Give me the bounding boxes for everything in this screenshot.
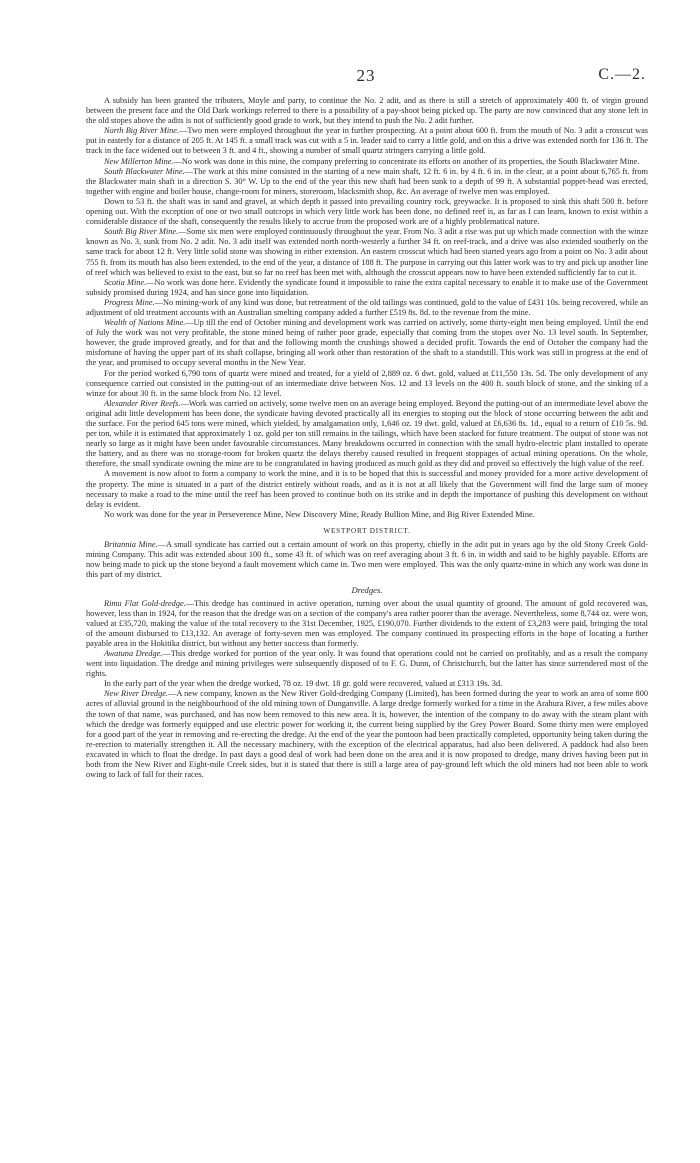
page-reference: C.—2. xyxy=(598,66,646,83)
page-header xyxy=(86,66,646,88)
mine-title: North Big River Mine. xyxy=(104,126,180,136)
paragraph: For the period worked 6,790 tons of quartz were mined and treated, for a yield of 2,889 oz. 6 dwt. gold, valued at £11,550 13s. 5d. The only development of any consequence carried out consisted in the putting-out of an intermediate drive between Nos. 12 and 13 levels on the 400 ft. south block of stone, and the sinking of a winze for about 30 ft. in the same block from No. 12 level. xyxy=(86,368,648,398)
paragraph-britannia-mine: Britannia Mine.—A small syndicate has carried out a certain amount of work on this property, chiefly in the adit put in years ago by the old Stony Creek Gold-mining Company. This adit was extended about 100 ft., some 43 ft. of which was on reef averaging about 3 ft. 6 in. in width and said to be highly payable. Efforts are now being made to pick up the stone beyond a fault movement which came in. Two men were employed. This was the only quartz-mine in which any work was done in this part of my district. xyxy=(86,540,648,580)
mine-title: Scotia Mine. xyxy=(104,277,147,287)
paragraph-awatuna-dredge: Awatuna Dredge.—This dredge worked for portion of the year only. It was found that operations could not be carried on profitably, and as a result the company went into liquidation. The dredge and mining privileges were subsequently disposed of to F. G. Dunn, of Christchurch, but the latter has since surrendered most of the rights. xyxy=(86,648,649,679)
section-heading-westport-district: WESTPORT DISTRICT. xyxy=(323,526,411,535)
paragraph-south-blackwater-mine: South Blackwater Mine.—The work at this mine consisted in the starting of a new main shaft, 12 ft. 6 in. by 4 ft. 6 in. in the clear, at a point about 6,765 ft. from the Blackwater main shaft in a direction S. 30° W. Up to the end of the year this new shaft had been sunk to a depth of 99 ft. A substantial poppet-head was erected, together with engine and boiler house, change-room for miners, storeroom, blacksmith shop, &c. An average of twelve men was employed. xyxy=(86,166,648,196)
mine-title: Alexander River Reefs. xyxy=(104,398,181,408)
report-body xyxy=(86,96,648,780)
paragraph-alexander-river-reefs: Alexander River Reefs.—Work was carried on actively, some twelve men on an average being employed. Beyond the putting-out of an intermediate level above the original adit little development has been done, the syndicate having devoted practically all its energies to stoping out the block of stone occurring between the adit and the surface. For the period 645 tons were mined, which yielded, by amalgamation only, 1,646 oz. 19 dwt. gold, valued at £6,636 8s. 1d., equal to a return of £10 5s. 9d. per ton, while it is estimated that approximately 1 oz. gold per ton still remains in the tailings, which have been stacked for future treatment. The output of stone was not nearly so large as it might have been under favourable circumstances. Many breakdowns occurred in connection with the small hydro-electric plant installed to operate the battery, and as there was no storage-room for broken quartz the delays thereby caused resulted in frequent stoppages of actual mining operations. On the whole, therefore, the small syndicate owning the mine are to be congratulated in having produced as much gold as they did and proved so effectively the high value of the reef. xyxy=(86,398,648,469)
mine-title: Progress Mine. xyxy=(104,297,155,307)
paragraph-wealth-of-nations-mine: Wealth of Nations Mine.—Up till the end of October mining and development work was carried on actively, some thirty-eight men being employed. Until the end of July the work was not very profitable, the stone mined being of rather poor grade, especially that coming from the stopes over No. 13 level south. In September, however, the grade improved greatly, and for that and the following month the crushings showed a decided profit. Towards the end of October the company had the misfortune of having the upper part of its shaft collapse, bringing all work other than restoration of the shaft to a standstill. This work was still in progress at the end of the year, and promised to occupy several months in the New Year. xyxy=(86,318,648,368)
mine-title: South Blackwater Mine. xyxy=(104,166,185,176)
paragraph-new-river-dredge: New River Dredge.—A new company, known as the New River Gold-dredging Company (Limited), has been formed during the year to work an area of some 800 acres of alluvial ground in the neighbourhood of the old mining town of Dunganville. A large dredge formerly worked for a time in the Arahura River, a few miles above the town of that name, was purchased, and has now been removed to this new area. It is, however, the intention of the company to do away with the steam plant with which the dredge was formerly equipped and use electric power for working it, the current being supplied by the Grey Power Board. Some thirty men were employed for a good part of the year in removing and re-erecting the dredge. At the end of the year the pontoon had been practically completed, opportunity being taken during the re-erection to materially strengthen it. All the necessary machinery, with the exception of the electrical apparatus, had also been delivered. A paddock had also been excavated in which to float the dredge. In past days a good deal of work had been done on the area and it is now proposed to dredge, many drives having been put in both from the New River and Eight-mile Creek sides, but it is stated that there is still a large area of pay-ground left which the old miners had not been able to work owing to lack of fall for their races. xyxy=(86,689,649,780)
paragraph: In the early part of the year when the dredge worked, 78 oz. 19 dwt. 18 gr. gold were recovered, valued at £313 19s. 3d. xyxy=(104,679,503,689)
dredge-title: New River Dredge. xyxy=(104,689,169,699)
paragraph-rimu-flat-gold-dredge: Rimu Flat Gold-dredge.—This dredge has continued in active operation, turning over about the usual quantity of ground. The amount of gold recovered was, however, less than in 1924, for the reason that the dredge was on a section of the company's area rather poorer than the average. Nevertheless, some 8,744 oz. were won, valued at £35,720, making the value of the total recovery to the 31st December, 1925, £190,070. Further dividends to the extent of £3,283 were paid, bringing the total of the amount disbursed to £13,132. An average of forty-seven men was employed. The company continued its prospecting efforts in the hope of locating a further payable area in the Hokitika district, but without any better success than formerly. xyxy=(86,598,648,648)
page-number: 23 xyxy=(356,66,376,85)
paragraph-north-big-river-mine: North Big River Mine.—Two men were employed throughout the year in further prospecting. At a point about 600 ft. from the mouth of No. 3 adit a crosscut was put in easterly for a distance of 205 ft. At 145 ft. a small track was cut with a 5 in. leader said to carry a little gold, and on this a drive was extended north for 136 ft. The track in the face widened out to between 3 ft. and 4 ft., showing a number of small quartz stringers carrying a little gold. xyxy=(86,126,648,156)
mine-title: Wealth of Nations Mine. xyxy=(104,318,186,328)
dredge-title: Rimu Flat Gold-dredge. xyxy=(104,598,186,608)
mine-title: New Millerton Mine. xyxy=(104,156,174,166)
paragraph-progress-mine: Progress Mine.—No mining-work of any kind was done, but retreatment of the old tailings was continued, gold to the value of £431 10s. being recovered, while an adjustment of old treatment accounts with an Australian smelting company added a further £519 8s. 8d. to the revenue from the mine. xyxy=(86,297,648,317)
mine-title: Britannia Mine. xyxy=(104,540,158,550)
paragraph: Down to 53 ft. the shaft was in sand and gravel, at which depth it passed into prevailing country rock, greywacke. It is proposed to sink this shaft 500 ft. before opening out. With the exception of one or two small outcrops in which very little work has been done, no defined reef is, as far as I can learn, known to exist within a considerable distance of the shaft, consequently the results likely to accrue from the proposed work are of a highly problematical nature. xyxy=(86,196,648,227)
paragraph: No work was done for the year in Perseverence Mine, New Discovery Mine, Ready Bullion Mine, and Big River Extended Mine. xyxy=(104,509,535,519)
paragraph-south-big-river-mine: South Big River Mine.—Some six men were employed continuously throughout the year. From No. 3 adit a rise was put up which made connection with the winze known as No. 3, sunk from No. 2 adit. No. 3 adit itself was extended north north-westerly a further 34 ft. on reef-track, and a drive was also extended southerly on the same track for about 12 ft. Very little solid stone was showing in either extension. An eastern crosscut which had been started years ago from a point on No. 3 adit about 755 ft. from its mouth has also been extended, to the end of the year, a distance of 188 ft. The purpose in carrying out this latter work was to try and pick up another line of reef which was believed to exist to the east, but so far no reef has been met with, although the crosscut appears now to have been extended sufficiently far to cut it. xyxy=(86,227,649,277)
sub-heading-dredges: Dredges. xyxy=(351,585,383,596)
paragraph: A movement is now afoot to form a company to work the mine, and it is to be hoped that this is successful and money provided for a more active development of the property. The mine is situated in a part of the district entirely without roads, and as it is not at all likely that the Government will find the large sum of money necessary to make a road to the mine until the reef has been proved to continue both on its strike and in depth the importance of pushing this development on without delay is evident. xyxy=(86,469,648,509)
dredge-title: Awatuna Dredge. xyxy=(104,648,163,658)
paragraph: A subsidy has been granted the tributers, Moyle and party, to continue the No. 2 adit, and as there is still a stretch of approximately 400 ft. of virgin ground between the present face and the Old Dark workings referred to there is a possibility of a pay-shoot being picked up. The party are now convinced that any stone left in the old stopes above the adits is not of sufficiently good grade to work, but they intend to push the No. 2 adit further. xyxy=(86,96,648,126)
paragraph-scotia-mine: Scotia Mine.—No work was done here. Evidently the syndicate found it impossible to raise the extra capital necessary to enable it to make use of the Government subsidy promised during 1924, and has since gone into liquidation. xyxy=(86,277,649,297)
paragraph-new-millerton-mine: New Millerton Mine.—No work was done in this mine, the company preferring to concentrate its efforts on another of its properties, the South Blackwater Mine. xyxy=(104,156,640,166)
mine-title: South Big River Mine. xyxy=(104,227,179,237)
